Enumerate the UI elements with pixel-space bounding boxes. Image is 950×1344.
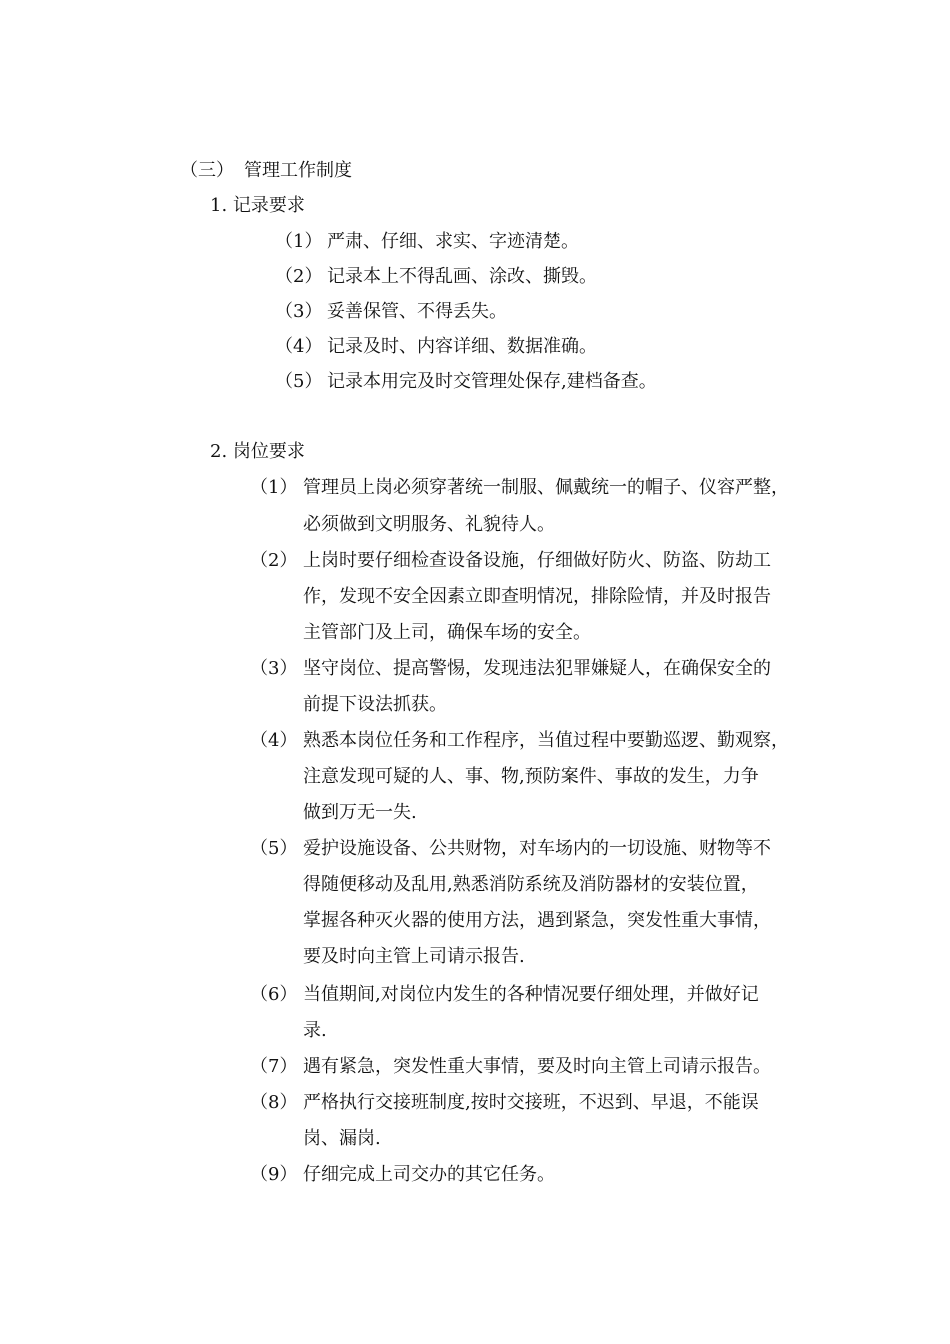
list-item-number: （9） [250, 1164, 298, 1185]
list-item-text: 岗、漏岗. [303, 1128, 381, 1149]
list-item-number: （3） [250, 658, 298, 679]
list-item-text: 注意发现可疑的人、事、物,预防案件、事故的发生，力争 [303, 766, 759, 787]
list-item-text: 坚守岗位、提高警惕，发现违法犯罪嫌疑人，在确保安全的 [303, 658, 771, 679]
list-item: （1） 严肃、仔细、求实、字迹清楚。 [275, 231, 579, 252]
list-item-text: 上岗时要仔细检查设备设施，仔细做好防火、防盗、防劫工 [303, 550, 771, 571]
list-item: （5） 记录本用完及时交管理处保存,建档备查。 [275, 371, 657, 392]
list-item-text: 熟悉本岗位任务和工作程序，当值过程中要勤巡逻、勤观察， [303, 730, 789, 751]
list-item-text: 掌握各种灭火器的使用方法，遇到紧急，突发性重大事情， [303, 910, 771, 931]
list-item-text: 主管部门及上司，确保车场的安全。 [303, 622, 591, 643]
list-item-text: 仔细完成上司交办的其它任务。 [303, 1164, 555, 1185]
list-item-number: （4） [250, 730, 298, 751]
list-item: （4） 记录及时、内容详细、数据准确。 [275, 336, 597, 357]
list-item-text: 作，发现不安全因素立即查明情况，排除险情，并及时报告 [303, 586, 771, 607]
section-number: （三） [180, 160, 234, 181]
list-item-number: （6） [250, 984, 298, 1005]
list-item-text: 前提下设法抓获。 [303, 694, 447, 715]
section-heading [180, 159, 352, 183]
subsection-2-heading: 2. 岗位要求 [210, 441, 305, 462]
list-item-number: （8） [250, 1092, 298, 1113]
list-item-number: （7） [250, 1056, 298, 1077]
list-item-text: 得随便移动及乱用,熟悉消防系统及消防器材的安装位置， [303, 874, 759, 895]
list-item-text: 严格执行交接班制度,按时交接班，不迟到、早退，不能误 [303, 1092, 759, 1113]
section-title: 管理工作制度 [244, 160, 352, 181]
subsection-1-heading: 1. 记录要求 [210, 195, 305, 216]
list-item: （3） 妥善保管、不得丢失。 [275, 301, 507, 322]
list-item-text: 录. [303, 1020, 327, 1041]
list-item-number: （2） [250, 550, 298, 571]
list-item-number: （1） [250, 477, 298, 498]
list-item-text: 做到万无一失. [303, 802, 417, 823]
list-item-text: 当值期间,对岗位内发生的各种情况要仔细处理，并做好记 [303, 984, 759, 1005]
list-item-text: 爱护设施设备、公共财物，对车场内的一切设施、财物等不 [303, 838, 771, 859]
list-item-text: 管理员上岗必须穿著统一制服、佩戴统一的帽子、仪容严整， [303, 477, 789, 498]
list-item: （2） 记录本上不得乱画、涂改、撕毁。 [275, 266, 597, 287]
list-item-text: 遇有紧急，突发性重大事情，要及时向主管上司请示报告。 [303, 1056, 771, 1077]
list-item-text: 必须做到文明服务、礼貌待人。 [303, 514, 555, 535]
list-item-number: （5） [250, 838, 298, 859]
list-item-text: 要及时向主管上司请示报告. [303, 946, 525, 967]
